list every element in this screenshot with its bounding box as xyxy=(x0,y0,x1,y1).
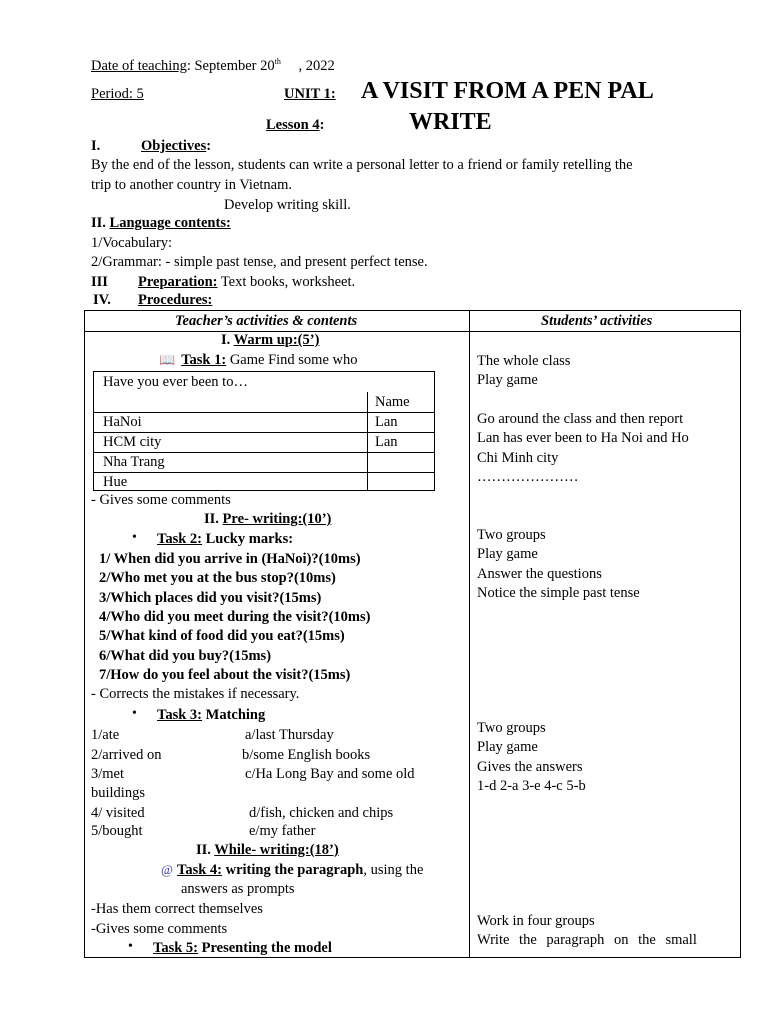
name-col-divider xyxy=(367,392,368,490)
question-6: 6/What did you buy?(15ms) xyxy=(99,648,272,664)
row-line-4 xyxy=(94,472,434,473)
objectives-num: I. xyxy=(91,138,101,154)
match-left: 1/ate xyxy=(91,727,120,743)
question-2: 2/Who met you at the bus stop?(10ms) xyxy=(99,570,336,586)
lesson-line xyxy=(266,117,324,134)
task3-text: Matching xyxy=(202,707,266,723)
student-activity: Play game xyxy=(477,739,538,755)
objectives-colon: : xyxy=(206,138,212,154)
question-4: 4/Who did you meet during the visit?(10ms) xyxy=(99,609,371,625)
procedures-num: IV. xyxy=(93,292,111,308)
language-num: II. xyxy=(91,215,106,231)
unit-label: UNIT 1: xyxy=(284,86,336,102)
find-row-place: Nha Trang xyxy=(103,454,165,470)
preparation-text: Text books, worksheet. xyxy=(217,274,356,290)
question-1: 1/ When did you arrive in (HaNoi)?(10ms) xyxy=(99,551,361,567)
comments-2: -Gives some comments xyxy=(91,921,228,937)
question-3: 3/Which places did you visit?(15ms) xyxy=(99,590,322,606)
find-row-place: HCM city xyxy=(103,434,162,450)
language-heading xyxy=(91,215,231,232)
objectives-line3: Develop writing skill. xyxy=(224,197,351,213)
task1-line xyxy=(159,352,358,369)
match-right: c/Ha Long Bay and some old xyxy=(245,766,415,782)
task4-bold-text: writing the paragraph xyxy=(222,862,364,878)
task4-line2: answers as prompts xyxy=(181,881,295,897)
task1-label: Task 1: xyxy=(181,352,227,368)
match-left: 2/arrived on xyxy=(91,747,162,763)
objectives-line2: trip to another country in Vietnam. xyxy=(91,177,293,193)
header-divider xyxy=(85,331,740,332)
warmup-num: I. xyxy=(221,332,234,348)
date-label: Date of teaching xyxy=(91,58,187,74)
teacher-column-header: Teacher’s activities & contents xyxy=(175,313,358,329)
preparation-label: Preparation: xyxy=(138,274,218,290)
task3-label: Task 3: xyxy=(157,707,203,723)
student-activity: Lan has ever been to Ha Noi and Ho xyxy=(477,430,689,446)
student-activity: Gives the answers xyxy=(477,759,583,775)
task4-text: , using the xyxy=(363,862,424,878)
find-table-header: Have you ever been to… xyxy=(103,374,248,390)
procedures-table xyxy=(84,310,741,958)
find-table-name-header: Name xyxy=(375,394,410,410)
lesson-colon: : xyxy=(319,117,325,133)
student-activity: Two groups xyxy=(477,720,546,736)
date-line xyxy=(91,58,335,75)
vocabulary: 1/Vocabulary: xyxy=(91,235,173,251)
student-activity: Work in four groups xyxy=(477,913,595,929)
date-sup: th xyxy=(274,57,281,66)
objectives-heading xyxy=(141,138,211,155)
student-activity: Chi Minh city xyxy=(477,450,559,466)
grammar: 2/Grammar: - simple past tense, and present perfect tense. xyxy=(91,254,428,270)
student-activity: The whole class xyxy=(477,353,571,369)
preparation-line xyxy=(138,274,355,291)
find-someone-table xyxy=(93,371,435,491)
find-row-name: Lan xyxy=(375,414,398,430)
procedures-label: Procedures: xyxy=(138,292,213,308)
match-right: d/fish, chicken and chips xyxy=(249,805,394,821)
find-row-name: Lan xyxy=(375,434,398,450)
book-icon: 📖 xyxy=(159,352,176,367)
corrects-mistakes: - Corrects the mistakes if necessary. xyxy=(91,686,300,702)
row-line-3 xyxy=(94,452,434,453)
students-column-header: Students’ activities xyxy=(541,313,653,329)
column-divider xyxy=(469,311,470,957)
prewriting-heading xyxy=(204,511,331,528)
match-right: b/some English books xyxy=(242,747,371,763)
find-row-place: HaNoi xyxy=(103,414,142,430)
task2-label: Task 2: xyxy=(157,531,203,547)
objectives-label: Objectives xyxy=(141,138,207,154)
match-left: buildings xyxy=(91,785,145,801)
task5-line xyxy=(153,940,332,957)
prewriting-label: Pre- writing:(10’) xyxy=(222,511,332,527)
match-left: 3/met xyxy=(91,766,125,782)
date-value: September 20 xyxy=(194,58,275,74)
task5-label: Task 5: xyxy=(153,940,199,956)
period: Period: 5 xyxy=(91,86,144,102)
student-activity: ………………… xyxy=(477,469,579,485)
match-right: e/my father xyxy=(249,823,316,839)
match-right: a/last Thursday xyxy=(245,727,334,743)
find-row-place: Hue xyxy=(103,474,128,490)
objectives-line1: By the end of the lesson, students can write a personal letter to a friend or family retelling the xyxy=(91,157,633,173)
task1-text: Game Find some who xyxy=(226,352,358,368)
student-activity: Write the paragraph on the small xyxy=(477,932,697,948)
match-left: 5/bought xyxy=(91,823,143,839)
warmup-label: Warm up:(5’) xyxy=(233,332,320,348)
language-label: Language contents: xyxy=(109,215,231,231)
preparation-num: III xyxy=(91,274,108,290)
student-activity: 1-d 2-a 3-e 4-c 5-b xyxy=(477,778,586,794)
spiral-icon: @ xyxy=(161,862,173,877)
prewriting-num: II. xyxy=(204,511,223,527)
whilewriting-heading xyxy=(196,842,339,859)
task4-label: Task 4: xyxy=(176,862,222,878)
student-activity: Answer the questions xyxy=(477,566,602,582)
task5-text: Presenting the model xyxy=(198,940,332,956)
lesson-label: Lesson 4 xyxy=(266,117,320,133)
student-activity: Play game xyxy=(477,372,538,388)
question-7: 7/How do you feel about the visit?(15ms) xyxy=(99,667,351,683)
whilewriting-num: II. xyxy=(196,842,215,858)
comments-1: - Gives some comments xyxy=(91,492,231,508)
date-sep: : xyxy=(186,58,191,74)
student-activity: Notice the simple past tense xyxy=(477,585,640,601)
task4-line xyxy=(161,862,423,879)
row-line-2 xyxy=(94,432,434,433)
student-activity: Play game xyxy=(477,546,538,562)
task2-text: Lucky marks: xyxy=(202,531,294,547)
lesson-title: WRITE xyxy=(409,109,492,135)
correct-themselves: -Has them correct themselves xyxy=(91,901,263,917)
row-line-1 xyxy=(94,412,434,413)
task2-line xyxy=(157,531,293,548)
student-activity: Two groups xyxy=(477,527,546,543)
question-5: 5/What kind of food did you eat?(15ms) xyxy=(99,628,345,644)
date-year: , 2022 xyxy=(298,58,335,74)
task3-line xyxy=(157,707,265,724)
unit-title: A VISIT FROM A PEN PAL xyxy=(361,78,654,104)
student-activity: Go around the class and then report xyxy=(477,411,684,427)
whilewriting-label: While- writing:(18’) xyxy=(214,842,339,858)
warmup-heading xyxy=(221,332,319,349)
match-left: 4/ visited xyxy=(91,805,145,821)
